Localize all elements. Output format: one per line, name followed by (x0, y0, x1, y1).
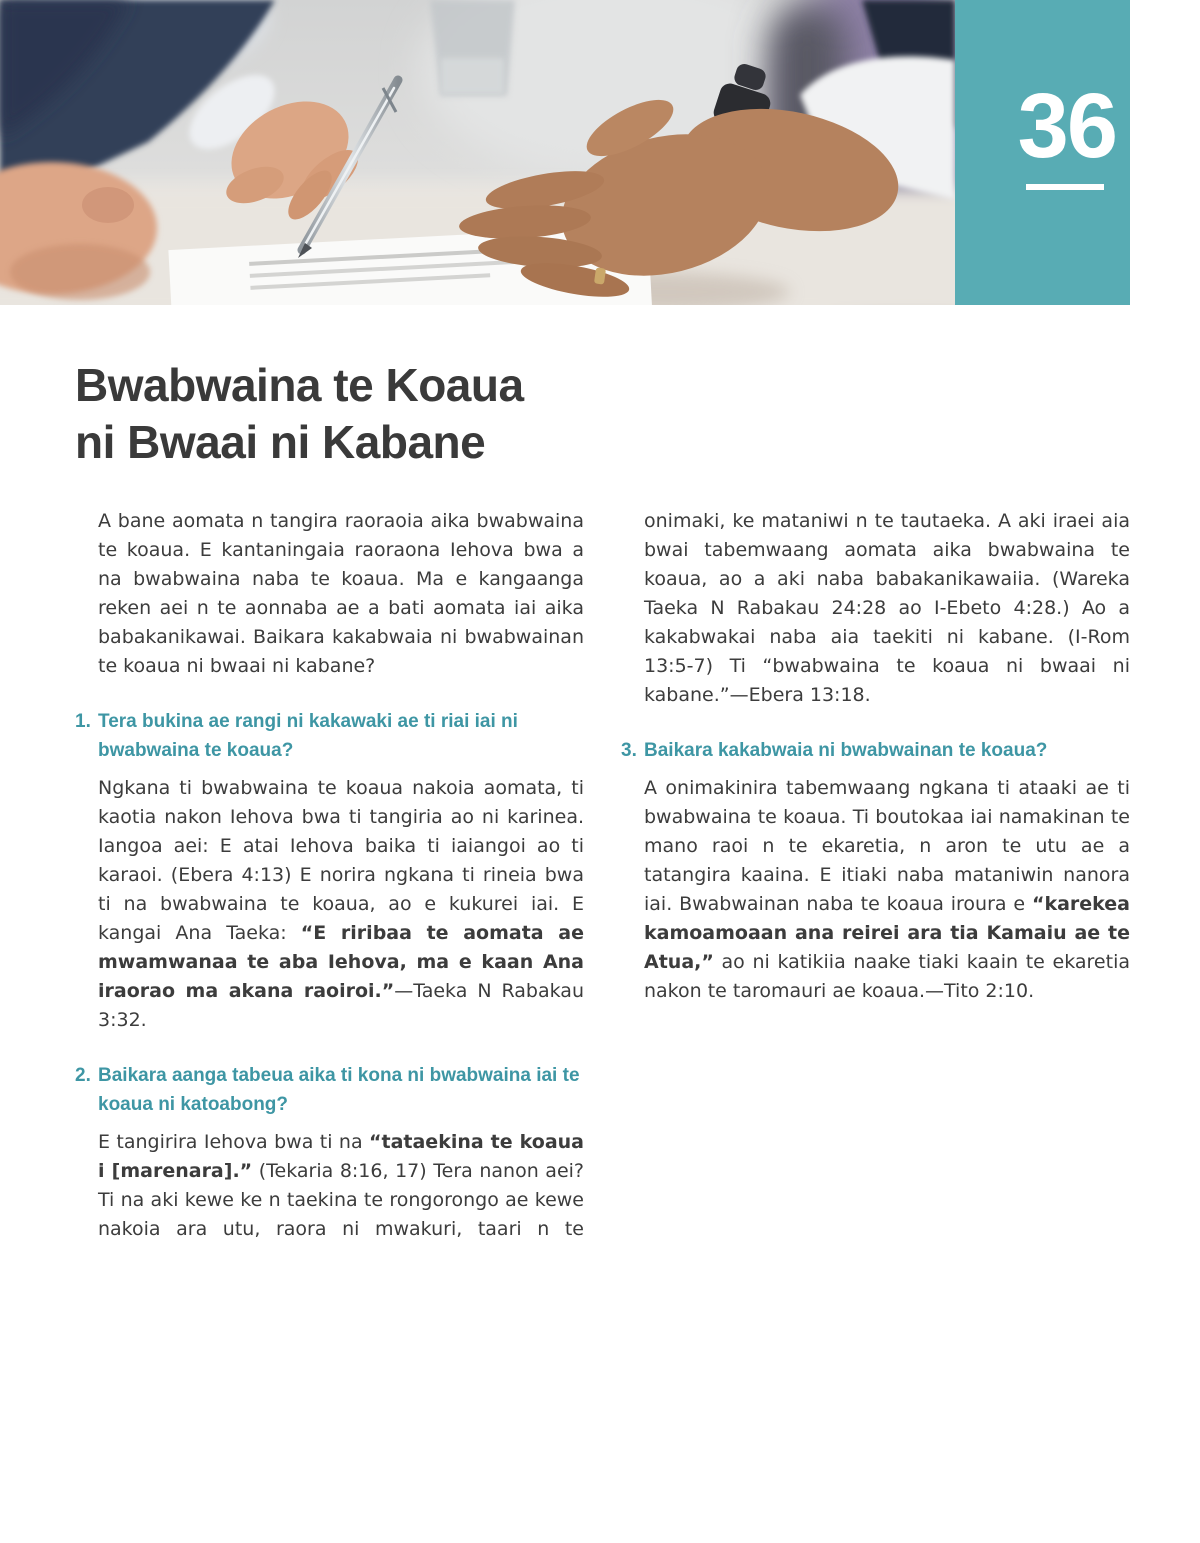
question-2-heading (75, 1061, 584, 1119)
page-title-line2: ni Bwaai ni Kabane (75, 416, 486, 468)
question-3-text: Baikara kakabwaia ni bwabwainan te koaua? (644, 740, 1048, 761)
question-1-heading (75, 707, 584, 765)
question-3-heading (621, 736, 1130, 765)
lesson-number: 36 (1017, 75, 1116, 177)
intro-paragraph: A bane aomata n tangira raoraoia aika bwabwaina te koaua. E kantaningaia raoraona Iehova bwa a na bwabwaina naba te koaua. Ma e kangaanga reken aei n te aonnaba ae a bati aomata iai aika babakanikawai. Baikara kakabwaia ni bwabwainan te koaua ni bwaai ni kabane? (98, 510, 584, 677)
article (0, 357, 1200, 1259)
section-1 (75, 707, 584, 1035)
answer-3-continuation: ao ni katikiia naake tiaki kaain te ekaretia nakon te taromauri ae koaua.—Tito 2:10. (644, 951, 1130, 1002)
answer-2-text: E tangirira Iehova bwa ti na (98, 1131, 370, 1153)
hero-header (0, 0, 1130, 305)
question-2-number: 2. (75, 1065, 91, 1086)
answer-3-scripture-quote: “karekea kamoamoaan ana reirei ara tia Kamaiu ae te Atua,” (644, 893, 1130, 973)
lesson-number-underline (1026, 184, 1104, 190)
answer-1-citation: —Taeka N Rabakau 3:32. (98, 980, 584, 1031)
page-title-line1: Bwabwaina te Koaua (75, 359, 524, 411)
answer-3-text: A onimakinira tabemwaang ngkana ti ataaki ae ti bwabwaina te koaua. Ti boutokaa iai namakinan te mano raoi n te ekaretia, n aron te utu ae a tatangira kaaina. E itiaki naba mataniwin nanora iai. Bwabwainan naba te koaua iroura e (644, 777, 1130, 915)
answer-1-paragraph (75, 774, 584, 1035)
lesson-number-badge (955, 0, 1130, 305)
hero-photo (0, 0, 955, 305)
answer-1-text: Ngkana ti bwabwaina te koaua nakoia aomata, ti kaotia nakon Iehova bwa ti tangiria ao ni karinea. Iangoa aei: E atai Iehova baika ti iaiangoi ao ti karaoi. (Ebera 4:13) E norira ngkana ti rineia bwa ti na bwabwaina te koaua, ao e kukurei iai. E kangai Ana Taeka: (98, 777, 584, 944)
article-body (75, 507, 1130, 1259)
answer-3-paragraph (621, 774, 1130, 1006)
page-title (75, 357, 1130, 471)
section-3 (621, 736, 1130, 1006)
question-3-number: 3. (621, 740, 637, 761)
answer-1-scripture-quote: “E riribaa te aomata ae mwamwanaa te aba Iehova, ma e kaan Ana iraorao ma akana raoiroi.” (98, 922, 584, 1002)
question-1-text: Tera bukina ae rangi ni kakawaki ae ti riai iai ni bwabwaina te koaua? (98, 711, 518, 761)
answer-2-continuation: (Tekaria 8:16, 17) Tera nanon aei? Ti na aki kewe ke n taekina te rongorongo ae kewe nakoia ara utu, raora ni mwakuri, taari n te onimaki, ke mataniwi n te tautaeka. A aki iraei aia bwai tabemwaang aomata aika bwabwaina te koaua, ao a aki naba babakanikawaiia. (Wareka Taeka N Rabakau 24:28 ao I-Ebeto 4:28.) Ao a kakabwakai naba aia taekiti ni kabane. (I-Rom 13:5-7) Ti “bwabwaina te koaua ni bwaai ni kabane.”—Ebera 13:18. (98, 510, 1130, 1240)
question-2-text: Baikara aanga tabeua aika ti kona ni bwabwaina iai te koaua ni katoabong? (98, 1065, 580, 1115)
answer-2-scripture-quote: “tataekina te koaua i [marenara].” (98, 1131, 584, 1182)
question-1-number: 1. (75, 711, 91, 732)
